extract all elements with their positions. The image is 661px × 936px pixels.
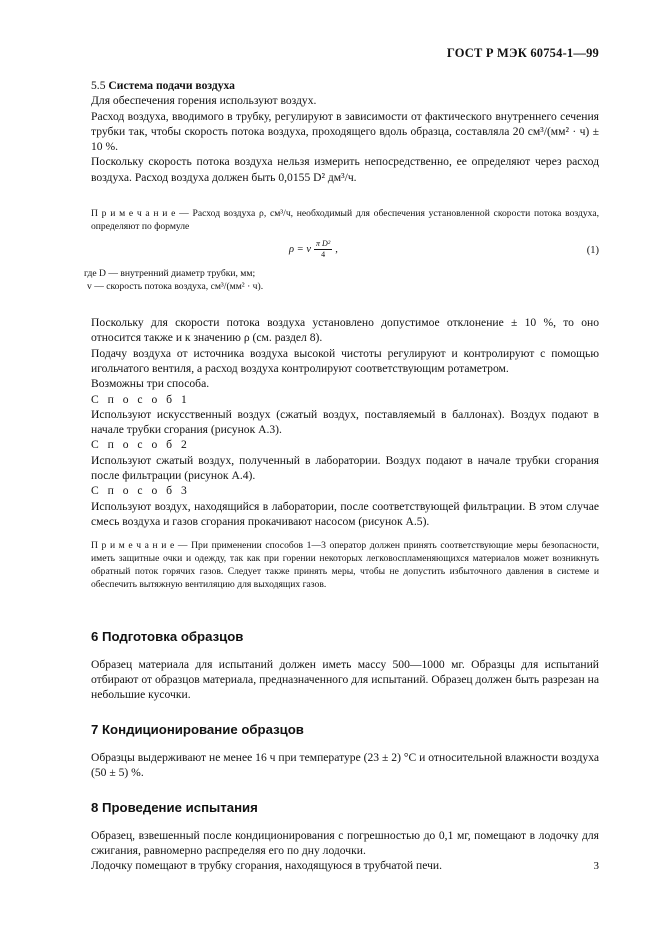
note-air-flow <box>91 207 599 233</box>
note-text: При применении способов 1—3 оператор должен принять соответствующие меры безопасности, иметь защитные очки и одежду, так как при горении некоторых легковоспламеняющихся материалов может возникнуть обратный поток горячих газов. Следует также принять меры, чтобы не допустить избыточного давления в системе и обеспечить вытяжную вентиляцию для выходящих газов. <box>91 540 599 591</box>
note-safety <box>91 539 599 591</box>
section-8-paragraph-2: Лодочку помещают в трубку сгорания, находящуюся в трубчатой печи. <box>91 859 443 873</box>
section-7-text: Образцы выдерживают не менее 16 ч при температуре (23 ± 2) °С и относительной влажности воздуха (50 ± 5) %. <box>91 750 599 780</box>
formula-fraction <box>314 239 332 260</box>
subsection-heading-5-5 <box>91 78 599 93</box>
method-3-label: С п о с о б 3 <box>91 484 190 498</box>
note-text: Расход воздуха ρ, см³/ч, необходимый для обеспечения установленной скорости потока воздуха, определяют по формуле <box>91 208 600 233</box>
formula-tail: , <box>335 243 338 255</box>
section-8-heading: 8 Проведение испытания <box>91 800 258 816</box>
subsection-title: Система подачи воздуха <box>108 79 235 92</box>
note-label: П р и м е ч а н и е — <box>91 208 189 220</box>
subsection-number: 5.5 <box>91 79 106 92</box>
where-line-velocity: v — скорость потока воздуха, см³/(мм² · ч). <box>87 281 264 293</box>
section-7-heading: 7 Кондиционирование образцов <box>91 722 304 738</box>
paragraph-air-use: Для обеспечения горения используют воздух. <box>91 94 317 108</box>
method-2-label: С п о с о б 2 <box>91 438 190 452</box>
paragraph-air-consumption: Поскольку скорость потока воздуха нельзя измерить непосредственно, ее определяют через расход воздуха. Расход воздуха должен быть 0,0155 D² дм³/ч. <box>91 155 599 184</box>
paragraph-tolerance: Поскольку для скорости потока воздуха установлено допустимое отклонение ± 10 %, то оно относится также и к значению ρ (см. раздел 8). <box>91 316 599 345</box>
section-8-paragraph-1: Образец, взвешенный после кондиционирования с погрешностью до 0,1 мг, помещают в лодочку для сжигания, равномерно распределяя его по дну лодочки. <box>91 828 599 857</box>
where-line-diameter: где D — внутренний диаметр трубки, мм; <box>84 268 256 280</box>
method-1-label: С п о с о б 1 <box>91 392 190 406</box>
formula-denominator: 4 <box>321 250 326 260</box>
paragraph-three-methods: Возможны три способа. <box>91 377 210 391</box>
note-label: П р и м е ч а н и е — <box>91 540 188 552</box>
method-2-text: Используют сжатый воздух, полученный в лаборатории. Воздух подают в начале трубки сгорания после фильтрации (рисунок А.4). <box>91 453 599 483</box>
formula-number: (1) <box>586 245 599 257</box>
formula-1 <box>91 233 599 267</box>
document-body <box>84 78 600 874</box>
section-6-text: Образец материала для испытаний должен иметь массу 500—1000 мг. Образцы для испытаний отбирают от образцов материала, предназначенного для испытаний. Образец должен быть разрезан на небольшие кусочки. <box>91 657 599 702</box>
section-6-heading: 6 Подготовка образцов <box>91 629 244 645</box>
formula-numerator: π D² <box>316 239 331 249</box>
formula-expression <box>289 239 338 260</box>
method-1-text: Используют искусственный воздух (сжатый воздух, поставляемый в баллонах). Воздух подают в начале трубки сгорания (рисунок А.3). <box>91 407 599 437</box>
document-code-header: ГОСТ Р МЭК 60754-1—99 <box>446 46 599 60</box>
paragraph-air-supply-control: Подачу воздуха от источника воздуха высокой чистоты регулируют и контролируют с помощью игольчатого вентиля, а расход воздуха контролируют соответствующим ротаметром. <box>91 346 599 375</box>
page-number: 3 <box>593 860 599 872</box>
formula-lhs: ρ = v <box>289 243 312 255</box>
paragraph-air-flow-rate: Расход воздуха, вводимого в трубку, регулируют в зависимости от фактического внутреннего сечения трубки так, чтобы скорость потока воздуха, проходящего вдоль образца, составляла 20 см³/(мм² · ч) ± 10 %. <box>91 109 599 154</box>
method-3-text: Используют воздух, находящийся в лаборатории, после соответствующей фильтрации. В этом случае смесь воздуха и газов сгорания прокачивают насосом (рисунок А.5). <box>91 499 599 528</box>
